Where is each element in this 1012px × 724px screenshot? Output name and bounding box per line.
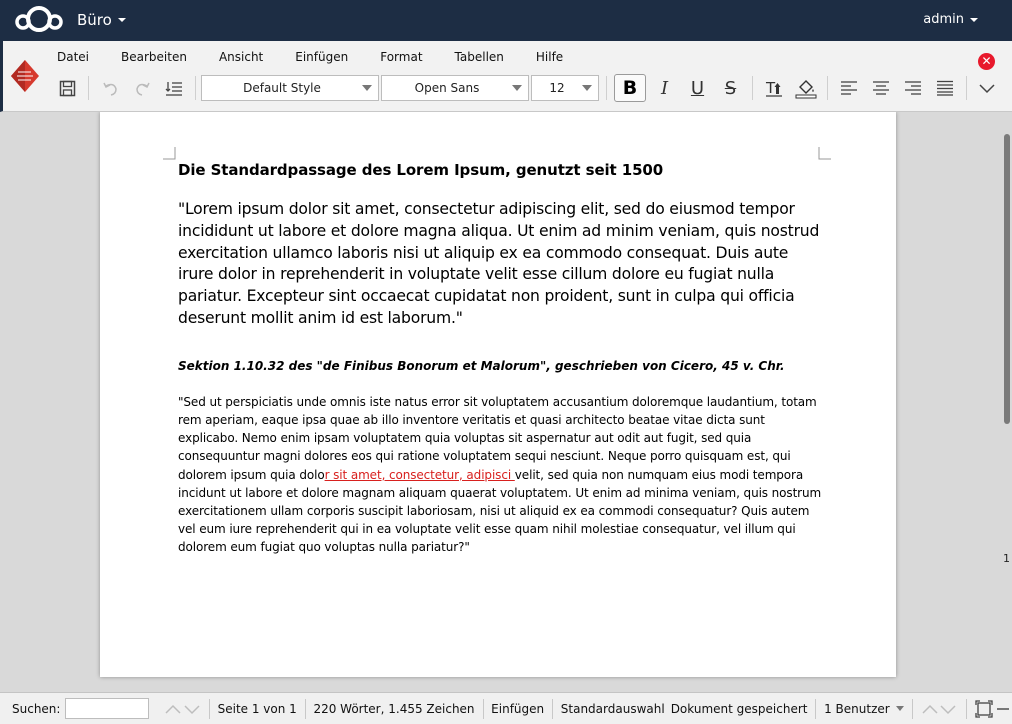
page-info: Seite 1 von 1	[217, 701, 297, 716]
users-dropdown[interactable]	[824, 702, 904, 716]
selection-mode[interactable]: Standardauswahl	[560, 701, 665, 716]
font-family-select[interactable]	[381, 75, 529, 101]
document-page[interactable]	[100, 112, 896, 677]
scrollbar-thumb[interactable]	[1004, 134, 1010, 424]
align-justify-icon	[936, 80, 954, 96]
search-previous-button[interactable]	[163, 696, 182, 722]
align-right-button[interactable]	[897, 74, 929, 102]
formatting-tools	[51, 73, 972, 103]
undo-button[interactable]	[94, 74, 126, 102]
svg-text:T: T	[766, 79, 776, 97]
chevron-down-icon	[183, 703, 201, 715]
highlight-color-button[interactable]	[790, 74, 822, 102]
chevron-down-icon	[362, 85, 372, 91]
chevron-down-icon	[582, 85, 592, 91]
redo-icon	[134, 80, 151, 97]
chevron-up-icon	[164, 703, 182, 715]
paragraph-text: velit, sed quia non numquam eius modi tempora incidunt ut labore et dolore magnam aliquam quaerat voluptatem. Ut enim ad minima veniam, quis nostrum exercitationem ullam corporis suscipit laboriosam, nisi ut aliquid ex ea commodi consequatur? Quis autem vel eum iure reprehenderit qui in ea voluptate velit esse quam nihil molestiae consequatur, vel illum qui dolorem eum fugiat quo voluptas nulla pariatur?"	[178, 467, 822, 555]
vertical-scrollbar[interactable]	[1002, 112, 1012, 692]
insert-mode[interactable]: Einfügen	[491, 701, 545, 716]
chevron-down-icon	[970, 18, 978, 22]
font-family-value: Open Sans	[414, 81, 480, 95]
toolbar-separator	[827, 76, 828, 100]
document-heading: Die Standardpassage des Lorem Ipsum, genutzt seit 1500	[178, 161, 664, 179]
paragraph-style-value: Default Style	[243, 81, 321, 95]
align-right-icon	[904, 80, 922, 96]
toolbar-separator	[966, 76, 967, 100]
menu-tabellen[interactable]: Tabellen	[454, 50, 504, 64]
page-corner-mark	[818, 147, 831, 160]
word-count: 220 Wörter, 1.455 Zeichen	[313, 701, 475, 716]
users-count: 1 Benutzer	[824, 701, 890, 716]
align-justify-button[interactable]	[929, 74, 961, 102]
toolbar-separator	[88, 76, 89, 100]
font-size-value: 12	[549, 81, 565, 95]
side-marker: 1	[1003, 552, 1010, 565]
paragraph-style-select[interactable]	[201, 75, 379, 101]
status-separator	[552, 699, 553, 719]
chevron-down-icon	[939, 703, 957, 715]
zoom-out-button[interactable]	[993, 696, 1012, 722]
menu-bearbeiten[interactable]: Bearbeiten	[121, 50, 187, 64]
cloud-logo-icon[interactable]	[13, 5, 65, 35]
tracked-change-text[interactable]: r sit amet, consectetur, adipisci	[324, 467, 515, 482]
list-indent-icon	[165, 80, 183, 97]
toolbar-separator	[752, 76, 753, 100]
menu-datei[interactable]: Datei	[57, 50, 90, 64]
align-center-icon	[872, 80, 890, 96]
previous-page-button[interactable]	[920, 696, 939, 722]
section-subheading: Sektion 1.10.32 des "de Finibus Bonorum et Malorum", geschrieben von Cicero, 45 v. Chr.	[178, 358, 785, 373]
search-next-button[interactable]	[182, 696, 201, 722]
chevron-down-icon	[896, 706, 904, 711]
underline-button[interactable]: U	[690, 77, 705, 99]
align-left-icon	[840, 80, 858, 96]
chevron-up-icon	[921, 703, 939, 715]
document-workspace	[0, 112, 1012, 692]
menu-ansicht[interactable]: Ansicht	[218, 50, 264, 64]
menu-hilfe[interactable]: Hilfe	[535, 50, 564, 64]
status-separator	[305, 699, 306, 719]
menu-format[interactable]: Format	[380, 50, 423, 64]
status-separator	[966, 699, 967, 719]
search-label: Suchen:	[12, 701, 61, 716]
cicero-paragraph	[178, 393, 822, 557]
menu-bar	[41, 50, 579, 64]
status-separator	[483, 699, 484, 719]
fit-page-button[interactable]	[974, 696, 993, 722]
font-color-button[interactable]	[758, 74, 790, 102]
save-button[interactable]	[51, 74, 83, 102]
italic-button[interactable]: I	[660, 77, 669, 99]
menu-einfuegen[interactable]: Einfügen	[295, 50, 349, 64]
save-status: Dokument gespeichert	[670, 701, 808, 716]
editor-toolbar	[0, 41, 1012, 112]
strikethrough-button[interactable]: S	[724, 77, 737, 99]
app-menu-button[interactable]	[77, 11, 126, 29]
chevron-down-icon	[118, 18, 126, 22]
status-separator	[209, 699, 210, 719]
status-separator	[815, 699, 816, 719]
fill-bucket-icon	[795, 77, 817, 99]
fit-page-icon	[975, 700, 993, 718]
close-document-button[interactable]: ✕	[978, 53, 995, 70]
next-page-button[interactable]	[939, 696, 958, 722]
paragraph-text: "Sed ut perspiciatis unde omnis iste natus error sit voluptatem accusantium doloremque laudantium, totam rem aperiam, eaque ipsa quae ab illo inventore veritatis et quasi architecto beatae vitae dicta sunt explicabo. Nemo enim ipsam voluptatem quia voluptas sit aspernatur aut odit aut fugit, sed quia consequuntur magni dolores eos qui ratione voluptatem sequi nesciunt. Neque porro quisquam est, qui dolorem ipsum quia dolo	[178, 394, 817, 482]
align-left-button[interactable]	[833, 74, 865, 102]
align-center-button[interactable]	[865, 74, 897, 102]
chevron-down-icon[interactable]	[978, 79, 996, 97]
minus-icon	[996, 702, 1010, 716]
status-separator	[912, 699, 913, 719]
user-menu-button[interactable]	[923, 12, 978, 27]
search-input[interactable]	[65, 698, 149, 719]
top-header-bar	[0, 0, 1012, 41]
document-app-icon	[9, 56, 41, 96]
chevron-down-icon	[512, 85, 522, 91]
app-title: Büro	[77, 11, 112, 29]
toolbar-separator	[195, 76, 196, 100]
page-corner-mark	[163, 147, 176, 160]
redo-button[interactable]	[126, 74, 158, 102]
paragraph-styles-button[interactable]	[158, 74, 190, 102]
undo-icon	[102, 80, 119, 97]
document-body[interactable]	[178, 161, 822, 557]
toolbar-separator	[606, 76, 607, 100]
lorem-paragraph: "Lorem ipsum dolor sit amet, consectetur adipiscing elit, sed do eiusmod tempor incididunt ut labore et dolore magna aliqua. Ut enim ad minim veniam, quis nostrud exercitation ullamco laboris nisi ut aliquip ex ea commodo consequat. Duis aute irure dolor in reprehenderit in voluptate velit esse cillum dolore eu fugiat nulla pariatur. Excepteur sint occaecat cupidatat non proident, sunt in culpa qui officia deserunt mollit anim id est laborum."	[178, 200, 820, 327]
text-color-icon	[764, 78, 784, 98]
username: admin	[923, 12, 964, 27]
save-icon	[59, 80, 76, 97]
font-size-select[interactable]	[531, 75, 599, 101]
bold-button[interactable]: B	[614, 74, 646, 102]
status-bar	[0, 692, 1012, 724]
